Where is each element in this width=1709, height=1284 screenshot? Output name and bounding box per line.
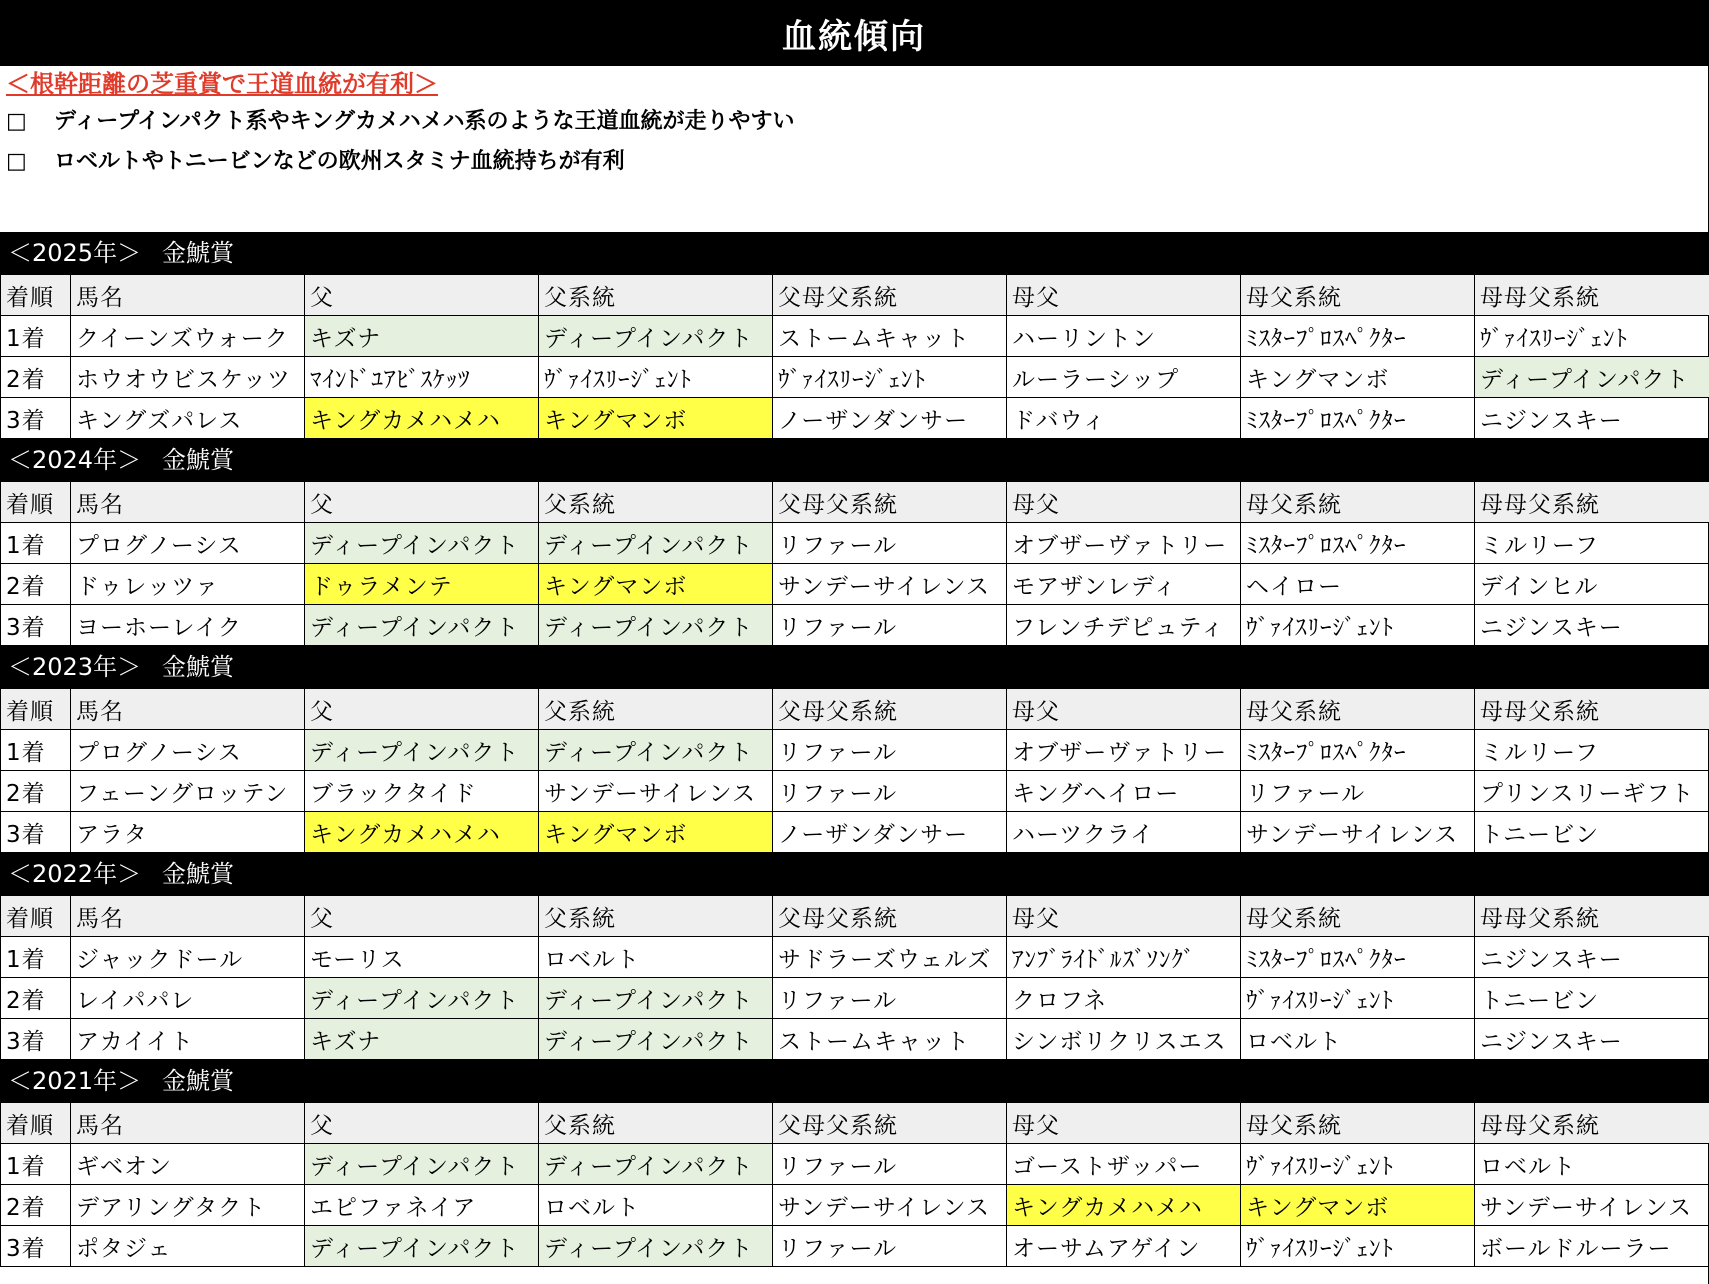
table-cell: ディープインパクト — [539, 1019, 773, 1060]
column-header: 母父 — [1007, 689, 1241, 730]
table-cell: ニジンスキー — [1475, 605, 1709, 646]
table-cell: ディープインパクト — [1475, 357, 1709, 398]
table-cell: モーリス — [305, 937, 539, 978]
table-cell: トニービン — [1475, 812, 1709, 853]
column-header: 母父系統 — [1241, 1103, 1475, 1144]
table-row — [1, 771, 1709, 812]
section-header — [0, 439, 1708, 481]
column-header: 母父系統 — [1241, 689, 1475, 730]
table-cell: ノーザンダンサー — [773, 812, 1007, 853]
column-header: 父系統 — [539, 482, 773, 523]
table-cell: リファール — [773, 605, 1007, 646]
table-cell: ニジンスキー — [1475, 398, 1709, 439]
table-cell: サンデーサイレンス — [773, 564, 1007, 605]
table-cell: アカイイト — [71, 1019, 305, 1060]
section-year: ＜2024年＞ — [8, 446, 142, 474]
column-header: 母母父系統 — [1475, 1103, 1709, 1144]
column-header: 父母父系統 — [773, 275, 1007, 316]
table-row — [1, 1144, 1709, 1185]
table-cell: 3着 — [1, 812, 71, 853]
table-cell: キングヘイロー — [1007, 771, 1241, 812]
table-cell: サンデーサイレンス — [1241, 812, 1475, 853]
table-cell: リファール — [773, 730, 1007, 771]
table-cell: ブラックタイド — [305, 771, 539, 812]
table-cell: ディープインパクト — [305, 1144, 539, 1185]
page-title: 血統傾向 — [0, 0, 1708, 66]
point-text: ロベルトやトニービンなどの欧州スタミナ血統持ちが有利 — [54, 149, 625, 174]
table-cell: 2着 — [1, 978, 71, 1019]
column-header: 馬名 — [71, 482, 305, 523]
table-cell: キングマンボ — [539, 398, 773, 439]
table-cell: 1着 — [1, 1144, 71, 1185]
table-cell: 3着 — [1, 1019, 71, 1060]
table-cell: レイパパレ — [71, 978, 305, 1019]
table-cell: ポタジェ — [71, 1226, 305, 1267]
column-header: 着順 — [1, 1103, 71, 1144]
table-cell: サドラーズウェルズ — [773, 937, 1007, 978]
table-cell: 1着 — [1, 730, 71, 771]
column-header: 母父 — [1007, 482, 1241, 523]
column-header: 父系統 — [539, 896, 773, 937]
table-row — [1, 812, 1709, 853]
column-header: 馬名 — [71, 275, 305, 316]
checkbox-icon: □ — [6, 109, 27, 134]
table-cell: 1着 — [1, 937, 71, 978]
point-item — [6, 142, 1708, 182]
table-cell: ストームキャット — [773, 1019, 1007, 1060]
headline: ＜根幹距離の芝重賞で王道血統が有利＞ — [6, 70, 438, 98]
table-cell: デインヒル — [1475, 564, 1709, 605]
section-header — [0, 232, 1708, 274]
table-cell: ﾐｽﾀｰﾌﾟﾛｽﾍﾟｸﾀｰ — [1241, 316, 1475, 357]
table-cell: ボールドルーラー — [1475, 1226, 1709, 1267]
column-header: 父 — [305, 1103, 539, 1144]
table-cell: トニービン — [1475, 978, 1709, 1019]
table-cell: オーサムアゲイン — [1007, 1226, 1241, 1267]
table-cell: 2着 — [1, 1185, 71, 1226]
table-cell: 2着 — [1, 564, 71, 605]
column-header: 馬名 — [71, 689, 305, 730]
table-cell: キングズパレス — [71, 398, 305, 439]
section-header — [0, 853, 1708, 895]
section-race: 金鯱賞 — [162, 446, 234, 474]
table-header-row — [1, 689, 1709, 730]
column-header: 母母父系統 — [1475, 275, 1709, 316]
table-cell: ﾐｽﾀｰﾌﾟﾛｽﾍﾟｸﾀｰ — [1241, 937, 1475, 978]
table-row — [1, 398, 1709, 439]
column-header: 父系統 — [539, 689, 773, 730]
section-race: 金鯱賞 — [162, 1067, 234, 1095]
column-header: 父母父系統 — [773, 689, 1007, 730]
table-cell: サンデーサイレンス — [1475, 1185, 1709, 1226]
table-row — [1, 316, 1709, 357]
table-cell: ヨーホーレイク — [71, 605, 305, 646]
table-header-row — [1, 482, 1709, 523]
column-header: 母父 — [1007, 1103, 1241, 1144]
table-cell: ドバウィ — [1007, 398, 1241, 439]
table-cell: エピファネイア — [305, 1185, 539, 1226]
column-header: 母父系統 — [1241, 482, 1475, 523]
table-cell: ディープインパクト — [305, 978, 539, 1019]
table-cell: キングマンボ — [539, 564, 773, 605]
section-race: 金鯱賞 — [162, 653, 234, 681]
table-cell: 2着 — [1, 357, 71, 398]
column-header: 父母父系統 — [773, 896, 1007, 937]
table-cell: ﾐｽﾀｰﾌﾟﾛｽﾍﾟｸﾀｰ — [1241, 730, 1475, 771]
section-race: 金鯱賞 — [162, 239, 234, 267]
table-cell: ディープインパクト — [539, 316, 773, 357]
section-race: 金鯱賞 — [162, 860, 234, 888]
table-cell: リファール — [773, 523, 1007, 564]
table-cell: ｳﾞｧｲｽﾘｰｼﾞｪﾝﾄ — [773, 357, 1007, 398]
table-cell: ゴーストザッパー — [1007, 1144, 1241, 1185]
column-header: 父系統 — [539, 275, 773, 316]
results-table — [0, 688, 1709, 853]
table-cell: ジャックドール — [71, 937, 305, 978]
section-header — [0, 1060, 1708, 1102]
column-header: 父 — [305, 482, 539, 523]
table-row — [1, 564, 1709, 605]
table-cell: ﾐｽﾀｰﾌﾟﾛｽﾍﾟｸﾀｰ — [1241, 523, 1475, 564]
table-cell: ロベルト — [1241, 1019, 1475, 1060]
table-cell: キズナ — [305, 1019, 539, 1060]
column-header: 着順 — [1, 482, 71, 523]
table-cell: ディープインパクト — [305, 1226, 539, 1267]
results-sections — [0, 232, 1708, 1267]
table-cell: シンボリクリスエス — [1007, 1019, 1241, 1060]
table-cell: クロフネ — [1007, 978, 1241, 1019]
table-cell: ニジンスキー — [1475, 937, 1709, 978]
table-cell: ｳﾞｧｲｽﾘｰｼﾞｪﾝﾄ — [1241, 978, 1475, 1019]
table-cell: リファール — [773, 1144, 1007, 1185]
table-cell: ホウオウビスケッツ — [71, 357, 305, 398]
column-header: 父母父系統 — [773, 482, 1007, 523]
point-text: ディープインパクト系やキングカメハメハ系のような王道血統が走りやすい — [54, 109, 795, 134]
table-row — [1, 1185, 1709, 1226]
table-cell: ロベルト — [1475, 1144, 1709, 1185]
point-item — [6, 102, 1708, 142]
table-cell: ニジンスキー — [1475, 1019, 1709, 1060]
table-cell: ｳﾞｧｲｽﾘｰｼﾞｪﾝﾄ — [1241, 605, 1475, 646]
table-cell: ディープインパクト — [539, 730, 773, 771]
table-cell: プログノーシス — [71, 730, 305, 771]
table-cell: オブザーヴァトリー — [1007, 523, 1241, 564]
table-cell: キングマンボ — [1241, 357, 1475, 398]
column-header: 母父系統 — [1241, 275, 1475, 316]
notes-area — [0, 66, 1708, 232]
table-cell: サンデーサイレンス — [773, 1185, 1007, 1226]
column-header: 馬名 — [71, 896, 305, 937]
section-year: ＜2025年＞ — [8, 239, 142, 267]
table-cell: サンデーサイレンス — [539, 771, 773, 812]
table-header-row — [1, 1103, 1709, 1144]
table-cell: リファール — [1241, 771, 1475, 812]
table-cell: 2着 — [1, 771, 71, 812]
results-table — [0, 274, 1709, 439]
column-header: 母父系統 — [1241, 896, 1475, 937]
table-cell: フレンチデピュティ — [1007, 605, 1241, 646]
table-cell: オブザーヴァトリー — [1007, 730, 1241, 771]
section-header — [0, 646, 1708, 688]
table-cell: プリンスリーギフト — [1475, 771, 1709, 812]
table-cell: デアリングタクト — [71, 1185, 305, 1226]
column-header: 着順 — [1, 275, 71, 316]
table-row — [1, 1019, 1709, 1060]
table-cell: プログノーシス — [71, 523, 305, 564]
column-header: 母母父系統 — [1475, 896, 1709, 937]
table-cell: ノーザンダンサー — [773, 398, 1007, 439]
table-cell: ストームキャット — [773, 316, 1007, 357]
table-cell: キングマンボ — [539, 812, 773, 853]
table-cell: ディープインパクト — [305, 523, 539, 564]
table-cell: ディープインパクト — [539, 1226, 773, 1267]
table-cell: リファール — [773, 1226, 1007, 1267]
table-cell: ギベオン — [71, 1144, 305, 1185]
table-cell: ドゥラメンテ — [305, 564, 539, 605]
results-table — [0, 1102, 1709, 1267]
table-cell: ディープインパクト — [539, 605, 773, 646]
table-cell: アラタ — [71, 812, 305, 853]
column-header: 父 — [305, 896, 539, 937]
table-cell: ディープインパクト — [539, 523, 773, 564]
table-cell: ｳﾞｧｲｽﾘｰｼﾞｪﾝﾄ — [1241, 1144, 1475, 1185]
section-year: ＜2022年＞ — [8, 860, 142, 888]
table-cell: モアザンレディ — [1007, 564, 1241, 605]
table-row — [1, 357, 1709, 398]
table-cell: キングカメハメハ — [305, 398, 539, 439]
section-year: ＜2021年＞ — [8, 1067, 142, 1095]
table-cell: ルーラーシップ — [1007, 357, 1241, 398]
table-cell: ヘイロー — [1241, 564, 1475, 605]
table-cell: ｳﾞｧｲｽﾘｰｼﾞｪﾝﾄ — [1241, 1226, 1475, 1267]
table-cell: キングカメハメハ — [1007, 1185, 1241, 1226]
table-header-row — [1, 896, 1709, 937]
column-header: 父母父系統 — [773, 1103, 1007, 1144]
table-row — [1, 978, 1709, 1019]
table-cell: ドゥレッツァ — [71, 564, 305, 605]
column-header: 父 — [305, 275, 539, 316]
table-cell: キングカメハメハ — [305, 812, 539, 853]
table-cell: ﾐｽﾀｰﾌﾟﾛｽﾍﾟｸﾀｰ — [1241, 398, 1475, 439]
table-cell: ﾏｲﾝﾄﾞﾕｱﾋﾞｽｹｯﾂ — [305, 357, 539, 398]
table-cell: ミルリーフ — [1475, 523, 1709, 564]
table-cell: リファール — [773, 978, 1007, 1019]
table-header-row — [1, 275, 1709, 316]
table-cell: キズナ — [305, 316, 539, 357]
table-cell: 3着 — [1, 398, 71, 439]
column-header: 母父 — [1007, 275, 1241, 316]
table-cell: 3着 — [1, 1226, 71, 1267]
table-cell: ハーツクライ — [1007, 812, 1241, 853]
table-cell: ロベルト — [539, 937, 773, 978]
table-row — [1, 605, 1709, 646]
table-cell: ｱﾝﾌﾞﾗｲﾄﾞﾙｽﾞｿﾝｸﾞ — [1007, 937, 1241, 978]
column-header: 母父 — [1007, 896, 1241, 937]
table-cell: 3着 — [1, 605, 71, 646]
table-cell: リファール — [773, 771, 1007, 812]
section-year: ＜2023年＞ — [8, 653, 142, 681]
table-cell: ミルリーフ — [1475, 730, 1709, 771]
table-cell: ｳﾞｧｲｽﾘｰｼﾞｪﾝﾄ — [1475, 316, 1709, 357]
table-cell: ディープインパクト — [305, 605, 539, 646]
column-header: 着順 — [1, 896, 71, 937]
table-cell: クイーンズウォーク — [71, 316, 305, 357]
column-header: 父系統 — [539, 1103, 773, 1144]
column-header: 馬名 — [71, 1103, 305, 1144]
results-table — [0, 895, 1709, 1060]
table-row — [1, 730, 1709, 771]
column-header: 母母父系統 — [1475, 482, 1709, 523]
table-cell: 1着 — [1, 316, 71, 357]
table-cell: ロベルト — [539, 1185, 773, 1226]
column-header: 着順 — [1, 689, 71, 730]
results-table — [0, 481, 1709, 646]
table-cell: キングマンボ — [1241, 1185, 1475, 1226]
table-cell: ハーリントン — [1007, 316, 1241, 357]
table-cell: ｳﾞｧｲｽﾘｰｼﾞｪﾝﾄ — [539, 357, 773, 398]
column-header: 父 — [305, 689, 539, 730]
checkbox-icon: □ — [6, 149, 27, 174]
table-row — [1, 1226, 1709, 1267]
table-row — [1, 937, 1709, 978]
table-cell: フェーングロッテン — [71, 771, 305, 812]
column-header: 母母父系統 — [1475, 689, 1709, 730]
table-cell: ディープインパクト — [539, 978, 773, 1019]
table-row — [1, 523, 1709, 564]
table-cell: ディープインパクト — [305, 730, 539, 771]
table-cell: ディープインパクト — [539, 1144, 773, 1185]
table-cell: 1着 — [1, 523, 71, 564]
